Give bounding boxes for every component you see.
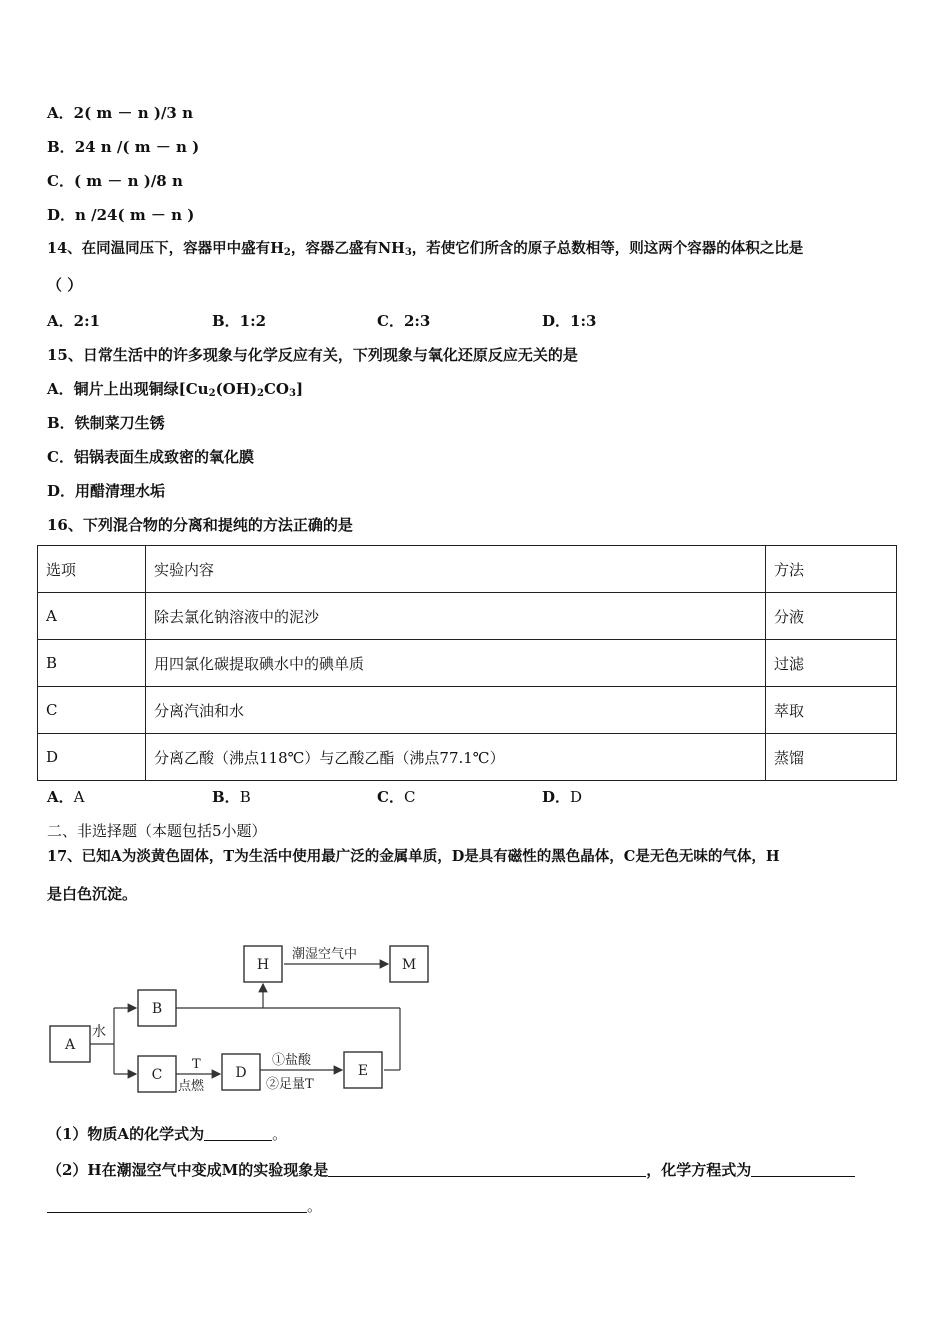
table-row xyxy=(38,640,897,687)
table-cell: 分离汽油和水 xyxy=(146,687,766,734)
table-cell: 除去氯化钠溶液中的泥沙 xyxy=(146,593,766,640)
node-m-label: M xyxy=(401,957,417,973)
table-header-cell: 实验内容 xyxy=(146,546,766,593)
table-row xyxy=(38,734,897,781)
q15-option-b: B．铁制菜刀生锈 xyxy=(47,414,165,432)
answer-blank-3[interactable] xyxy=(751,1162,855,1177)
table-cell: 萃取 xyxy=(766,687,897,734)
node-d-label: D xyxy=(235,1065,247,1081)
table-header-cell: 选项 xyxy=(38,546,146,593)
q13-option-c: C．( m － n )/8 n xyxy=(47,172,183,190)
label-humid-air: 潮湿空气中 xyxy=(292,947,358,962)
table-cell: 用四氯化碳提取碘水中的碘单质 xyxy=(146,640,766,687)
table-cell: C xyxy=(38,687,146,734)
table-cell: D xyxy=(38,734,146,781)
table-cell: 过滤 xyxy=(766,640,897,687)
q15-option-d: D．用醋清理水垢 xyxy=(47,482,166,500)
label-ignite: 点燃 xyxy=(178,1079,205,1094)
q15-stem: 15、日常生活中的许多现象与化学反应有关，下列现象与氧化还原反应无关的是 xyxy=(47,346,578,364)
reaction-flow-diagram xyxy=(48,938,448,1098)
table-row xyxy=(38,687,897,734)
q14-paren: （ ） xyxy=(47,276,83,294)
label-hcl: ①盐酸 xyxy=(272,1053,312,1068)
table-cell: 分液 xyxy=(766,593,897,640)
q14-stem: 14、在同温同压下，容器甲中盛有$H_2$，容器乙盛有$NH_3$，若使它们所含的原子总数相等，则这两个容器的体积之比是 xyxy=(47,240,804,258)
answer-blank-1[interactable] xyxy=(204,1126,272,1141)
q16-option-c: C．C xyxy=(377,788,416,806)
node-c-label: C xyxy=(151,1067,163,1083)
q14-option-b: B．1:2 xyxy=(212,312,267,330)
table-header-cell: 方法 xyxy=(766,546,897,593)
q14-option-c: C．2:3 xyxy=(377,312,431,330)
q14-option-d: D．1:3 xyxy=(542,312,597,330)
table-cell: A xyxy=(38,593,146,640)
table-cell: 蒸馏 xyxy=(766,734,897,781)
label-water: 水 xyxy=(92,1024,106,1040)
q17-stem-line2: 是白色沉淀。 xyxy=(47,885,138,903)
node-b-label: B xyxy=(151,1001,163,1017)
answer-blank-2[interactable] xyxy=(328,1162,646,1177)
node-e-label: E xyxy=(357,1063,369,1079)
q16-stem: 16、下列混合物的分离和提纯的方法正确的是 xyxy=(47,516,353,534)
q13-option-a: A．2( m － n )/3 n xyxy=(47,104,193,122)
label-excess-t: ②足量T xyxy=(266,1077,314,1092)
table-cell: B xyxy=(38,640,146,687)
q13-option-d: D．n /24( m － n ) xyxy=(47,206,195,224)
q16-option-a: A．A xyxy=(47,788,85,806)
q17-sub2-cont: 。 xyxy=(47,1196,322,1216)
q17-stem-line1: 17、已知A为淡黄色固体，T为生活中使用最广泛的金属单质，D是具有磁性的黑色晶体，C是无色无味的气体，H xyxy=(47,848,780,865)
q16-table xyxy=(37,545,897,781)
q16-option-d: D．D xyxy=(542,788,583,806)
q15-option-a: A．铜片上出现铜绿$[Cu_2(OH)_2CO_3]$ xyxy=(47,380,304,399)
node-h-label: H xyxy=(256,957,270,973)
node-a-label: A xyxy=(64,1037,76,1053)
q14-option-a: A．2:1 xyxy=(47,312,101,330)
label-t: T xyxy=(192,1057,201,1072)
table-cell: 分离乙酸（沸点118℃）与乙酸乙酯（沸点77.1℃） xyxy=(146,734,766,781)
q17-sub1: （1）物质A的化学式为 。 xyxy=(47,1125,288,1143)
q15-option-c: C．铝锅表面生成致密的氧化膜 xyxy=(47,448,254,466)
q16-option-b: B．B xyxy=(212,788,251,806)
section-heading: 二、非选择题（本题包括5小题） xyxy=(47,822,267,840)
q17-sub2: （2）H在潮湿空气中变成M的实验现象是 ，化学方程式为 xyxy=(47,1160,855,1180)
q13-option-b: B．24 n /( m － n ) xyxy=(47,138,200,156)
table-row xyxy=(38,593,897,640)
answer-blank-4[interactable] xyxy=(47,1198,307,1213)
table-header-row xyxy=(38,546,897,593)
